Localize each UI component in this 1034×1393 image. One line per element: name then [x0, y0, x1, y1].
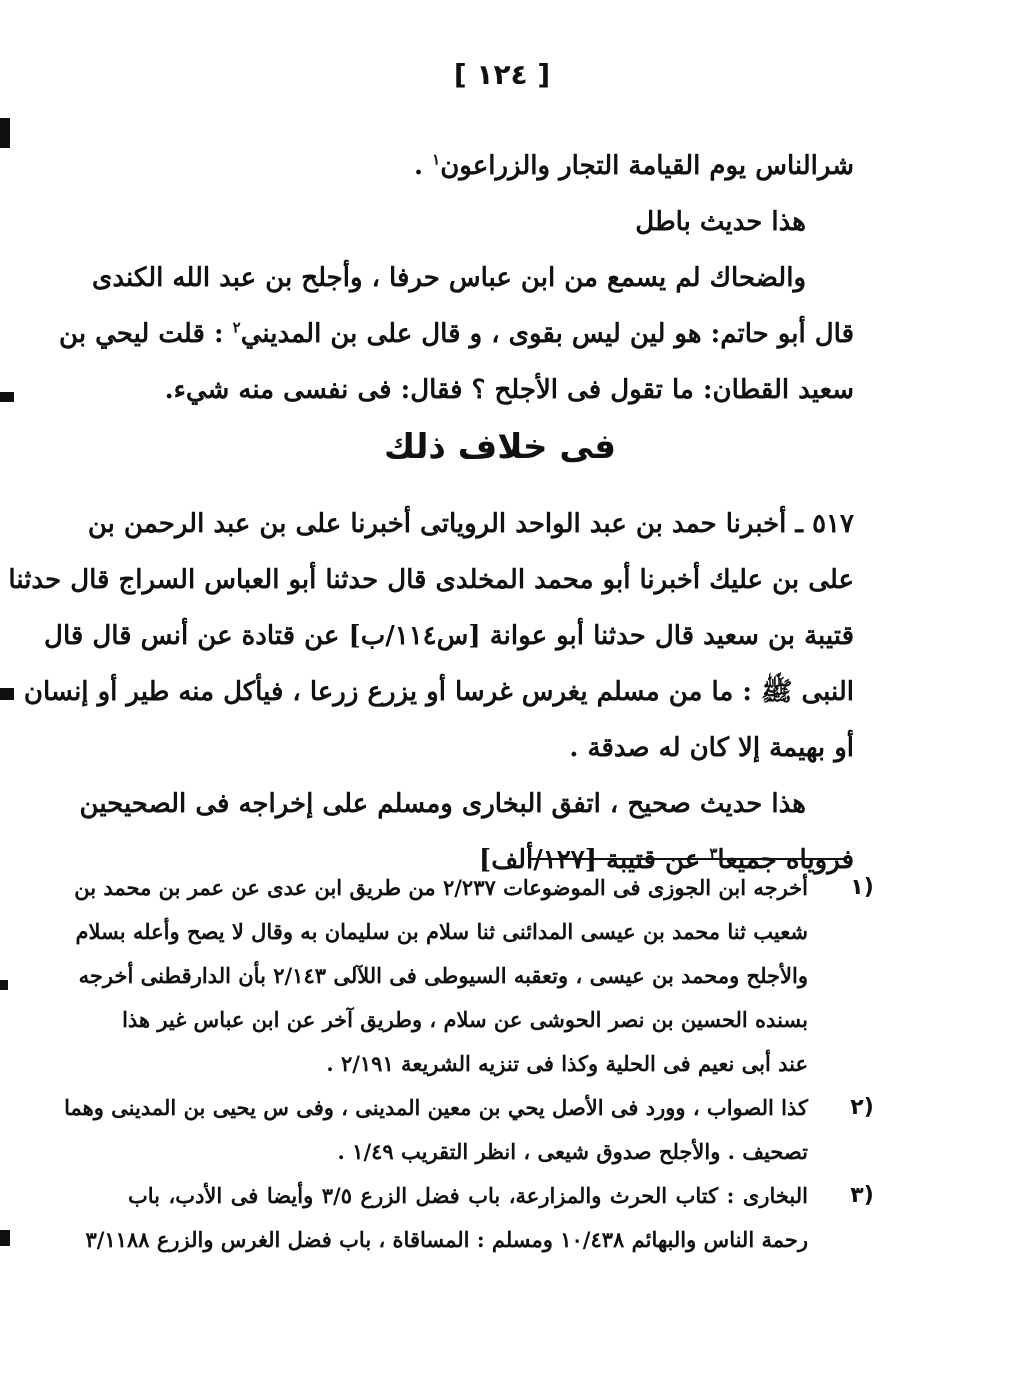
text-line [8, 552, 854, 608]
footnote-line: تصحيف . والأجلح صدوق شيعى ، انظر التقريب ١/٤٩ . [337, 1139, 808, 1164]
scan-edge-mark [0, 1230, 10, 1246]
text-line [135, 720, 854, 776]
footnote-separator [530, 858, 846, 860]
line-text: سعيد القطان: ما تقول فى الأجلح ؟ فقال: فى نفسى منه شيء. [164, 375, 854, 405]
text-line [87, 496, 854, 552]
footnote-marker: ١ [432, 150, 441, 169]
footnote-line: عند أبى نعيم فى الحلية وكذا فى تنزيه الشريعة ٢/١٩١ . [326, 1051, 808, 1076]
text-line [135, 194, 854, 250]
text-line [135, 362, 854, 418]
text-line [44, 608, 854, 664]
footnote-marker: ٣ [709, 844, 718, 863]
line-text: على بن عليك أخبرنا أبو محمد المخلدى قال حدثنا أبو العباس السراج قال حدثنا [8, 565, 854, 595]
scan-edge-mark [0, 118, 10, 148]
line-text: النبى ﷺ : ما من مسلم يغرس غرسا أو يزرع زرعا ، فيأكل منه طير أو إنسان [23, 677, 854, 707]
main-text-top [59, 138, 854, 418]
footnote-line: رحمة الناس والبهائم ١٠/٤٣٨ ومسلم : المساقاة ، باب فضل الغرس والزرع ٣/١١٨٨ [85, 1227, 808, 1252]
text-line [23, 664, 854, 720]
footnote-item [64, 1086, 874, 1174]
footnote-number: (١ [850, 875, 874, 900]
footnotes [64, 866, 874, 1262]
text-line [135, 138, 854, 194]
section-heading: فى خلاف ذلك [383, 427, 617, 467]
line-text-continued: عن قتيبة [١٢٧/ألف] [478, 845, 710, 875]
line-text: فروياه جميعا [717, 845, 854, 875]
page-number: [ ١٢٤ ] [453, 58, 551, 91]
footnote-item [74, 866, 874, 1086]
footnote-number: (٢ [850, 1095, 874, 1120]
line-text-continued: . [414, 151, 433, 181]
footnote-marker: ٢ [232, 318, 241, 337]
scan-edge-mark [0, 392, 14, 402]
footnote-line: شعيب ثنا محمد بن عيسى المدائنى ثنا سلام بن سليمان به وقال لا يصح وأعله بسلام [75, 919, 808, 944]
line-text: هذا حديث باطل [635, 207, 806, 237]
line-text: أو بهيمة إلا كان له صدقة . [569, 733, 854, 763]
text-line [79, 776, 854, 832]
line-text: ٥١٧ ـ أخبرنا حمد بن عبد الواحد الروياتى أخبرنا على بن عبد الرحمن بن [87, 509, 854, 539]
scan-edge-mark [0, 688, 14, 700]
footnote-item [85, 1174, 874, 1262]
line-text: والضحاك لم يسمع من ابن عباس حرفا ، وأجلح بن عبد الله الكندى [92, 263, 806, 293]
scan-edge-mark [0, 980, 8, 990]
footnote-line: أخرجه ابن الجوزى فى الموضوعات ٢/٢٣٧ من طريق ابن عدى عن عمر بن محمد بن [74, 875, 808, 900]
footnote-line: كذا الصواب ، وورد فى الأصل يحي بن معين المدينى ، وفى س يحيى بن المدينى وهما [64, 1095, 808, 1120]
line-text-continued: : قلت ليحي بن [59, 319, 233, 349]
line-text: شرالناس يوم القيامة التجار والزراعون [440, 151, 854, 181]
line-text: قال أبو حاتم: هو لين ليس بقوى ، و قال على بن المديني [240, 319, 854, 349]
text-line [92, 250, 854, 306]
footnote-number: (٣ [850, 1183, 874, 1208]
footnote-line: البخارى : كتاب الحرث والمزارعة، باب فضل الزرع ٣/٥ وأيضا فى الأدب، باب [128, 1183, 808, 1208]
text-line [59, 306, 854, 362]
line-text: قتيبة بن سعيد قال حدثنا أبو عوانة [س١١٤/ب] عن قتادة عن أنس قال قال [44, 621, 854, 651]
line-text: هذا حديث صحيح ، اتفق البخارى ومسلم على إخراجه فى الصحيحين [79, 789, 806, 819]
footnote-line: والأجلح ومحمد بن عيسى ، وتعقبه السيوطى فى اللآلى ٢/١٤٣ بأن الدارقطنى أخرجه [78, 963, 808, 988]
footnote-line: بسنده الحسين بن نصر الحوشى عن سلام ، وطريق آخر عن ابن عباس غير هذا [122, 1007, 808, 1032]
